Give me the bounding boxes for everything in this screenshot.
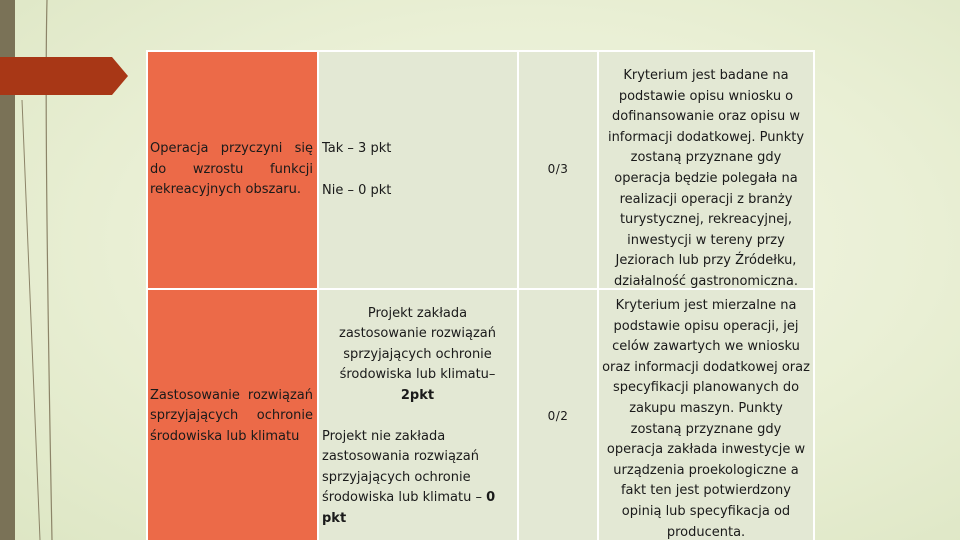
points-yes-value: 2pkt bbox=[400, 387, 435, 403]
accent-tab bbox=[0, 57, 128, 95]
points-no: Projekt nie zakłada zastosowania rozwiązań sprzyjających ochronie środowiska lub klimatu – 0 pkt bbox=[322, 428, 496, 526]
points-no-value: 0 pkt bbox=[322, 490, 496, 526]
criterion-score bbox=[518, 289, 598, 540]
description-text: Kryterium jest badane na podstawie opisu wniosku o dofinansowanie oraz opisu w informacji dodatkowej. Punkty zostaną przyznane gdy operacja będzie polegała na realizacji operacji z branży turystycznej, rekreacyjnej, inwestycji w tereny przy Jeziorach lub przy Źródełku, działalność gastronomiczna. bbox=[607, 68, 805, 288]
criterion-points bbox=[318, 289, 518, 540]
criterion-description bbox=[598, 289, 814, 540]
criterion-description bbox=[598, 51, 814, 289]
criterion-points bbox=[318, 51, 518, 289]
points-yes: Projekt zakłada zastosowanie rozwiązań sprzyjających ochronie środowiska lub klimatu– 2pkt bbox=[339, 305, 496, 403]
criteria-table bbox=[146, 50, 815, 540]
description-text: Kryterium jest mierzalne na podstawie opisu operacji, jej celów zawartych we wniosku oraz informacji dodatkowej oraz specyfikacji planowanych do zakupu maszyn. Punkty zostaną przyznane gdy operacja zakłada inwestycje w urządzenia proekologiczne a fakt ten jest potwierdzony opinią lub specyfikacja od producenta. bbox=[602, 298, 810, 540]
points-yes: Tak – 3 pkt bbox=[322, 140, 392, 156]
score-value: 0/2 bbox=[547, 408, 569, 423]
criterion-name: Zastosowanie rozwiązań sprzyjających ochronie środowiska lub klimatu bbox=[147, 289, 318, 540]
score-value: 0/3 bbox=[547, 162, 569, 177]
criterion-score bbox=[518, 51, 598, 289]
points-no: Nie – 0 pkt bbox=[322, 182, 392, 198]
table-row bbox=[147, 289, 814, 540]
criterion-name: Operacja przyczyni się do wzrostu funkcji rekreacyjnych obszaru. bbox=[147, 51, 318, 289]
table-row bbox=[147, 51, 814, 289]
